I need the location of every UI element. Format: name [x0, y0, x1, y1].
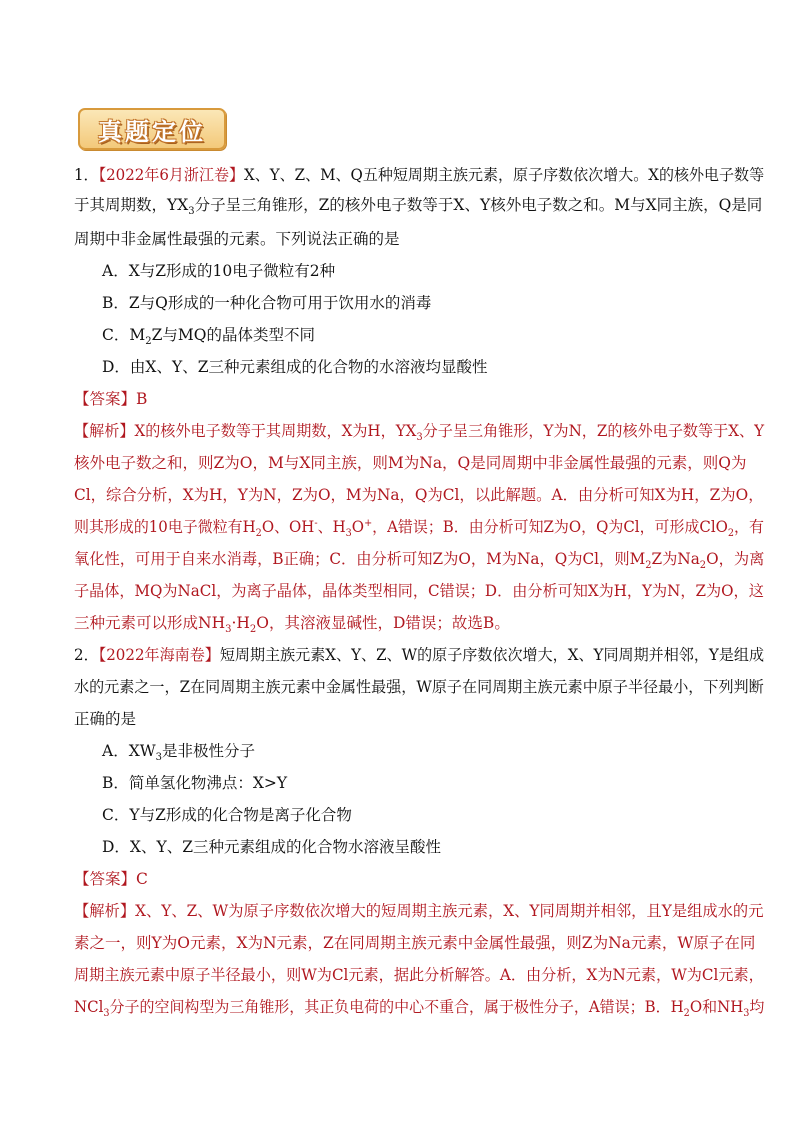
- q1-number: 1．: [74, 166, 99, 184]
- q1-explanation-7: 三种元素可以形成$NH_3\cdot H_2O$，其溶液显碱性，D错误；故选B。: [74, 614, 510, 636]
- explanation-tag: 【解析】: [74, 422, 135, 440]
- answer-tag: 【答案】: [74, 390, 137, 408]
- q2-option-a: A．$XW_3$是非极性分子: [102, 742, 256, 764]
- q2-explanation-3: 周期主族元素中原子半径最小，则W为Cl元素，据此分析解答。A．由分析，X为N元素，W为Cl元素，: [74, 966, 764, 984]
- q1-option-a: A．X与Z形成的10电子微粒有2种: [102, 262, 336, 280]
- q1-explanation-4: 则其形成的10电子微粒有$H_2O$、OH-、$H_3O^+$，A错误；B．由分析可知Z为O，Q为Cl，可形成ClO$_2$，有: [74, 517, 764, 540]
- q1-source: 【2022年6月浙江卷】: [98, 166, 245, 184]
- q2-option-b: B．简单氢化物沸点：X>Y: [102, 774, 288, 792]
- q1-line-1: 1．【2022年6月浙江卷】X、Y、Z、M、Q五种短周期主族元素，原子序数依次增大。X的核外电子数等: [74, 166, 765, 184]
- q2-answer: [74, 869, 148, 889]
- q1-explanation-1: 【解析】X的核外电子数等于其周期数，X为H，$YX_3$分子呈三角锥形，Y为N，Z的核外电子数等于X、Y: [74, 422, 765, 444]
- q2-explanation-4: NCl$_3$分子的空间构型为三角锥形，其正负电荷的中心不重合，属于极性分子，A错误；B．$H_2O$和$NH_3$均: [74, 998, 765, 1020]
- q1-line-2: 于其周期数，$YX_3$分子呈三角锥形，Z的核外电子数等于X、Y核外电子数之和。M与X同主族，Q是同: [74, 196, 763, 218]
- q2-explanation-1: 【解析】X、Y、Z、W为原子序数依次增大的短周期主族元素，X、Y同周期并相邻，且Y是组成水的元: [74, 902, 764, 920]
- answer-value: C: [136, 870, 148, 888]
- answer-value: B: [136, 390, 148, 408]
- q1-explanation-2: 核外电子数之和，则Z为O，M与X同主族，则M为Na，Q是同周期中非金属性最强的元素，则Q为: [74, 454, 747, 472]
- answer-tag: 【答案】: [74, 870, 137, 888]
- q2-line-1: 2．【2022年海南卷】短周期主族元素X、Y、Z、W的原子序数依次增大，X、Y同周期并相邻，Y是组成: [74, 646, 765, 664]
- q1-option-d: D．由X、Y、Z三种元素组成的化合物的水溶液均显酸性: [102, 358, 488, 376]
- q1-explanation-6: 子晶体，MQ为NaCl，为离子晶体，晶体类型相同，C错误；D．由分析可知X为H，Y为N，Z为O，这: [74, 582, 764, 600]
- q1-option-c: C．$M_2Z$与MQ的晶体类型不同: [102, 326, 315, 348]
- q1-answer: [74, 389, 147, 409]
- q2-line-2: 水的元素之一，Z在同周期主族元素中金属性最强，W原子在同周期主族元素中原子半径最小，下列判断: [74, 678, 764, 696]
- q2-line-3: 正确的是: [74, 710, 137, 728]
- q2-option-d: D．X、Y、Z三种元素组成的化合物水溶液呈酸性: [102, 838, 441, 856]
- q2-explanation-2: 素之一，则Y为O元素，X为N元素，Z在同周期主族元素中金属性最强，则Z为Na元素，W原子在同: [74, 934, 756, 952]
- q1-line-3: 周期中非金属性最强的元素。下列说法正确的是: [74, 230, 400, 248]
- explanation-tag: 【解析】: [74, 902, 136, 920]
- q1-explanation-5: 氧化性，可用于自来水消毒，B正确；C．由分析可知Z为O，M为Na，Q为Cl，则$M_2Z$为$Na_2O$，为离: [74, 550, 765, 572]
- q1-explanation-3: Cl，综合分析，X为H，Y为N，Z为O，M为Na，Q为Cl，以此解题。A．由分析可知X为H，Z为O，: [74, 486, 764, 504]
- section-badge: [78, 108, 226, 150]
- q2-source: 【2022年海南卷】: [98, 646, 220, 664]
- q1-option-b: B．Z与Q形成的一种化合物可用于饮用水的消毒: [102, 294, 432, 312]
- q2-option-c: C．Y与Z形成的化合物是离子化合物: [102, 806, 352, 824]
- q2-number: 2．: [74, 646, 99, 664]
- section-badge-text: 真题定位: [98, 117, 206, 146]
